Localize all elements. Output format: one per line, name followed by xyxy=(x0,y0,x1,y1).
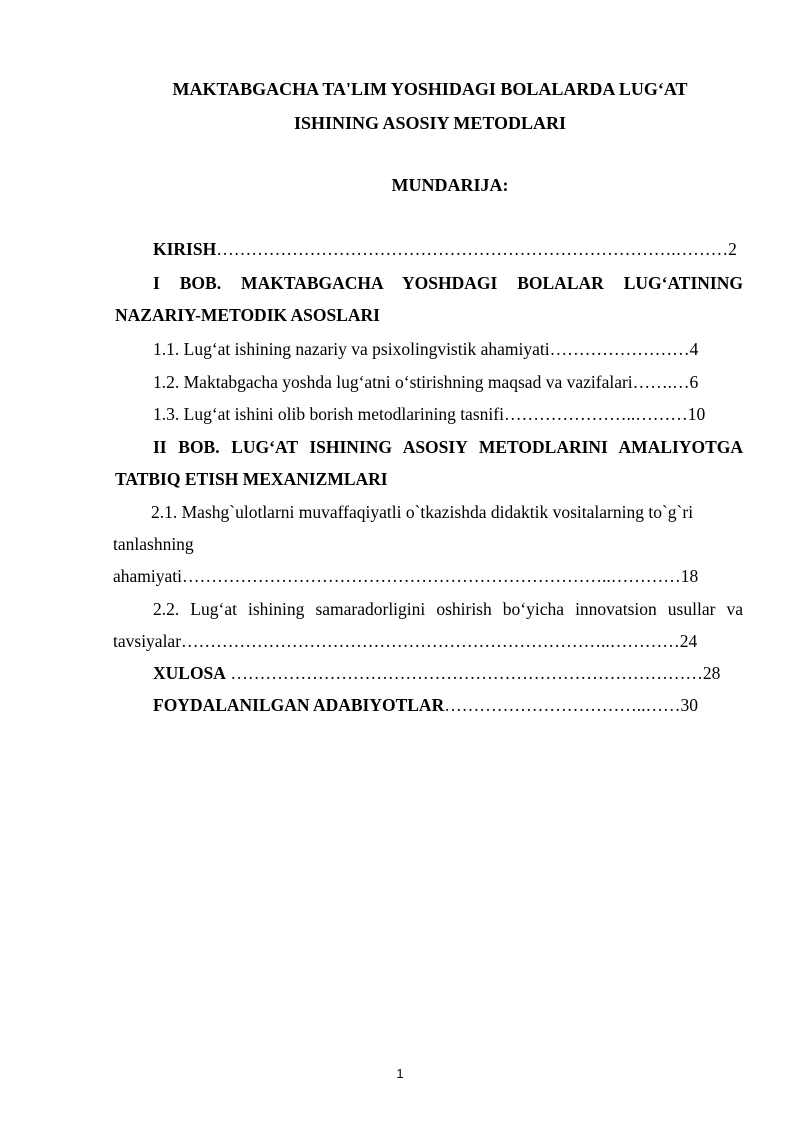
toc-dots: ……………………………………………………………………… xyxy=(225,663,703,683)
toc-chapter-2-line-1: II BOB. LUG‘AT ISHINING ASOSIY METODLARINI AMALIYOTGA xyxy=(153,437,743,457)
toc-entry-2-1-line-2: tanlashning xyxy=(113,534,194,554)
title-line-2: ISHINING ASOSIY METODLARI xyxy=(293,113,567,133)
toc-dots: …………………..……… xyxy=(503,404,688,424)
toc-entry-text: tavsiyalar xyxy=(113,631,182,651)
toc-page-number: 6 xyxy=(689,372,699,392)
toc-entry-2-1-line-3 xyxy=(113,560,698,592)
toc-entry-text: 1.1. Lug‘at ishining nazariy va psixolingvistik ahamiyati xyxy=(153,339,550,359)
toc-page-number: 24 xyxy=(679,631,698,651)
toc-page-number: 28 xyxy=(702,663,721,683)
toc-dots: …………………… xyxy=(549,339,690,359)
toc-entry-2-1-line-1: 2.1. Mashg`ulotlarni muvaffaqiyatli o`tkazishda didaktik vositalarning to`g`ri xyxy=(151,502,694,522)
page-number: 1 xyxy=(396,1066,404,1081)
toc-heading: MUNDARIJA: xyxy=(391,175,509,195)
toc-page-number: 10 xyxy=(687,404,706,424)
toc-entry-label: FOYDALANILGAN ADABIYOTLAR xyxy=(153,695,445,715)
toc-entry-label: KIRISH xyxy=(153,239,217,259)
toc-entry-1-2 xyxy=(153,366,698,398)
toc-entry-1-3 xyxy=(153,398,705,430)
toc-entry-2-2-line-2 xyxy=(113,625,697,657)
toc-entry-text: 1.3. Lug‘at ishini olib borish metodlarining tasnifi xyxy=(153,404,504,424)
title-line-1: MAKTABGACHA TA'LIM YOSHIDAGI BOLALARDA LUG‘AT xyxy=(172,79,688,99)
toc-entry-text: ahamiyati xyxy=(113,566,183,586)
toc-dots: …………………………………………………………………….……… xyxy=(216,239,729,259)
toc-entry-1-1 xyxy=(153,333,698,365)
toc-dots: ………………………………………………………………..………… xyxy=(182,566,681,586)
document-title xyxy=(100,72,760,140)
toc-entry-text: 1.2. Maktabgacha yoshda lug‘atni o‘stirishning maqsad va vazifalari xyxy=(153,372,633,392)
toc-dots: …….… xyxy=(632,372,690,392)
toc-entry-2-2-line-1: 2.2. Lug‘at ishining samaradorligini oshirish bo‘yicha innovatsion usullar va xyxy=(153,599,743,619)
toc-page-number: 2 xyxy=(728,239,737,259)
toc-entry-xulosa xyxy=(153,657,720,689)
toc-entry-adabiyotlar xyxy=(153,689,698,721)
toc-page-number: 4 xyxy=(689,339,699,359)
toc-chapter-2-line-2: TATBIQ ETISH MEXANIZMLARI xyxy=(115,469,388,489)
toc-entry-kirish xyxy=(153,233,737,265)
toc-dots: ……………………………..…… xyxy=(444,695,681,715)
toc-chapter-1-line-1: I BOB. MAKTABGACHA YOSHDAGI BOLALAR LUG‘ATINING xyxy=(153,273,743,293)
toc-page-number: 30 xyxy=(680,695,698,715)
toc-dots: ………………………………………………………………..………… xyxy=(181,631,680,651)
toc-entry-label: XULOSA xyxy=(153,663,226,683)
toc-page-number: 18 xyxy=(680,566,699,586)
toc-chapter-1-line-2: NAZARIY-METODIK ASOSLARI xyxy=(115,305,380,325)
